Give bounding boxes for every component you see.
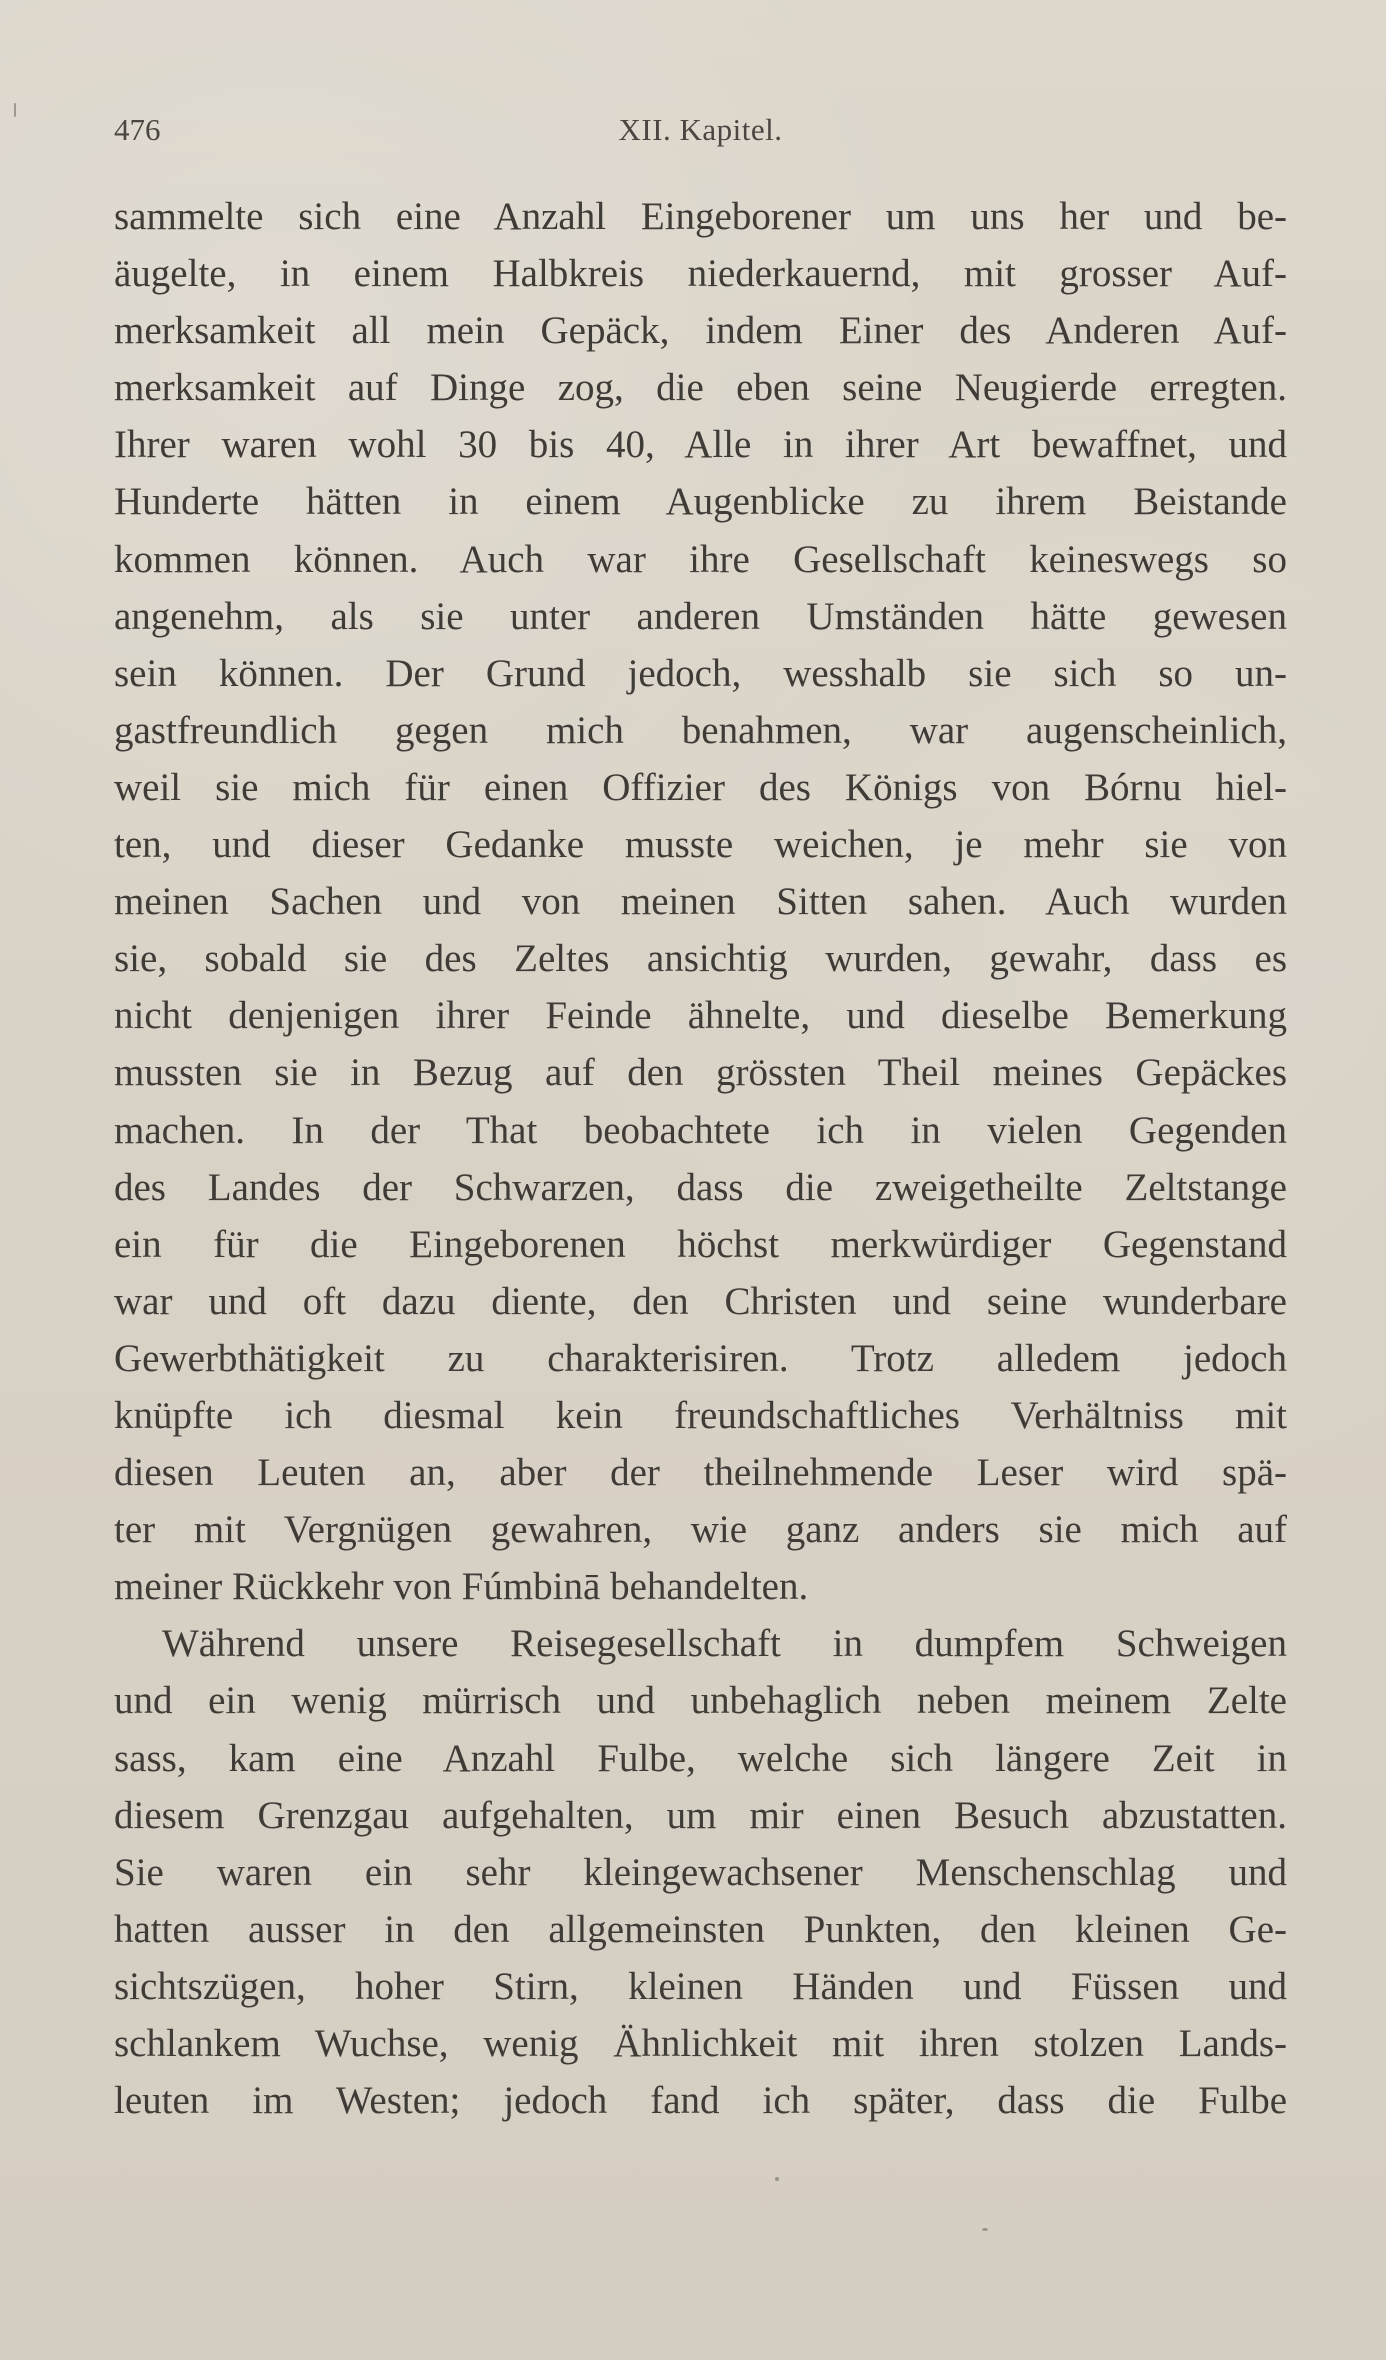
- text-line: und ein wenig mürrisch und unbehaglich neben meinem Zelte: [114, 1679, 1287, 1723]
- text-line: mussten sie in Bezug auf den grössten Theil meines Gepäckes: [114, 1051, 1287, 1095]
- text-line: Ihrer waren wohl 30 bis 40, Alle in ihrer Art bewaffnet, und: [114, 423, 1287, 467]
- text-line: diesem Grenzgau aufgehalten, um mir einen Besuch abzustatten.: [114, 1793, 1287, 1837]
- text-line: ten, und dieser Gedanke musste weichen, je mehr sie von: [114, 823, 1287, 867]
- text-line: merksamkeit auf Dinge zog, die eben seine Neugierde erregten.: [114, 366, 1287, 410]
- text-line: Sie waren ein sehr kleingewachsener Menschenschlag und: [114, 1850, 1287, 1894]
- text-line: Gewerbthätigkeit zu charakterisiren. Trotz alledem jedoch: [114, 1336, 1287, 1380]
- text-line: weil sie mich für einen Offizier des Königs von Bórnu hiel-: [114, 765, 1287, 809]
- text-line: schlankem Wuchse, wenig Ähnlichkeit mit ihren stolzen Lands-: [114, 2022, 1287, 2065]
- running-head: [114, 108, 1287, 152]
- body-text: [114, 188, 1287, 2129]
- text-line: nicht denjenigen ihrer Feinde ähnelte, und dieselbe Bemerkung: [114, 994, 1287, 1038]
- paper-speck: [775, 2177, 779, 2181]
- text-line: gastfreundlich gegen mich benahmen, war augenscheinlich,: [114, 708, 1287, 752]
- text-line: hatten ausser in den allgemeinsten Punkten, den kleinen Ge-: [114, 1907, 1287, 1951]
- text-line: sammelte sich eine Anzahl Eingeborener um uns her und be-: [114, 195, 1287, 238]
- text-line: war und oft dazu diente, den Christen und seine wunderbare: [114, 1279, 1287, 1323]
- text-line: sass, kam eine Anzahl Fulbe, welche sich längere Zeit in: [114, 1736, 1287, 1780]
- paper-speck: [14, 103, 16, 117]
- paragraph-end-line: meiner Rückkehr von Fúmbinā behandelten.: [114, 1565, 809, 1609]
- text-line: äugelte, in einem Halbkreis niederkauernd, mit grosser Auf-: [114, 252, 1287, 296]
- text-line: kommen können. Auch war ihre Gesellschaft keineswegs so: [114, 537, 1287, 581]
- page-number: 476: [114, 112, 161, 147]
- paragraph-start-line: Während unsere Reisegesellschaft in dumpfem Schweigen: [162, 1622, 1287, 1666]
- text-line: leuten im Westen; jedoch fand ich später, dass die Fulbe: [114, 2079, 1287, 2123]
- text-line: ein für die Eingeborenen höchst merkwürdiger Gegenstand: [114, 1222, 1287, 1266]
- paper-speck: [982, 2228, 988, 2231]
- text-line: ter mit Vergnügen gewahren, wie ganz anders sie mich auf: [114, 1508, 1287, 1552]
- text-line: machen. In der That beobachtete ich in vielen Gegenden: [114, 1108, 1287, 1152]
- text-line: angenehm, als sie unter anderen Umständen hätte gewesen: [114, 594, 1287, 638]
- text-line: sie, sobald sie des Zeltes ansichtig wurden, gewahr, dass es: [114, 937, 1287, 981]
- chapter-title: XII. Kapitel.: [618, 112, 783, 147]
- text-line: knüpfte ich diesmal kein freundschaftliches Verhältniss mit: [114, 1393, 1287, 1437]
- text-line: diesen Leuten an, aber der theilnehmende Leser wird spä-: [114, 1451, 1287, 1495]
- text-line: sein können. Der Grund jedoch, wesshalb sie sich so un-: [114, 651, 1287, 695]
- text-line: Hunderte hätten in einem Augenblicke zu ihrem Beistande: [114, 480, 1287, 524]
- text-line: merksamkeit all mein Gepäck, indem Einer des Anderen Auf-: [114, 309, 1287, 353]
- text-line: sichtszügen, hoher Stirn, kleinen Händen und Füssen und: [114, 1964, 1287, 2008]
- text-line: meinen Sachen und von meinen Sitten sahen. Auch wurden: [114, 880, 1287, 924]
- text-line: des Landes der Schwarzen, dass die zweigetheilte Zeltstange: [114, 1165, 1287, 1209]
